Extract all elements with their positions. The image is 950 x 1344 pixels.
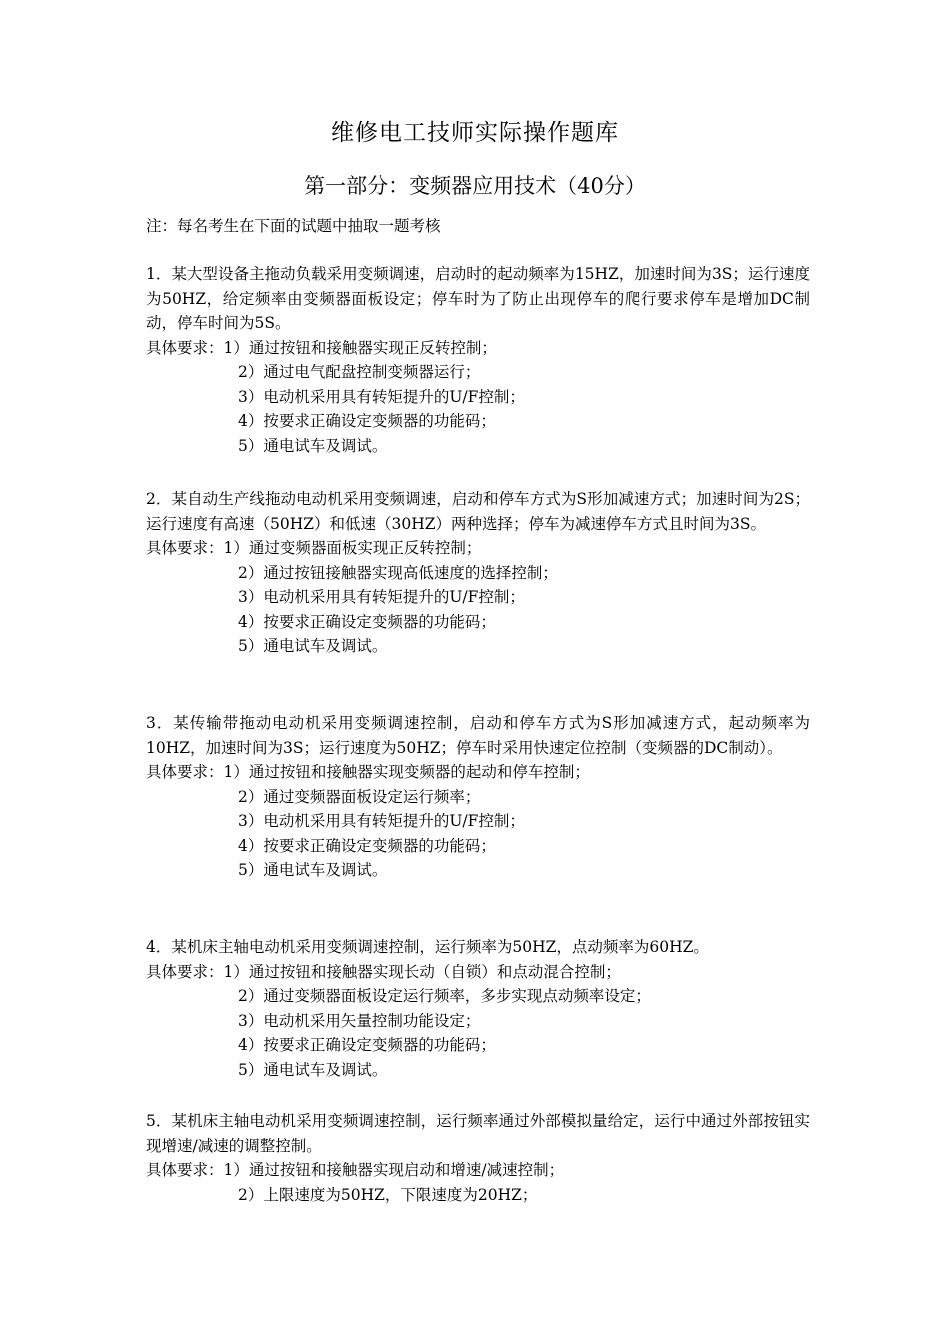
requirement-item: 3）电动机采用具有转矩提升的U/F控制； <box>238 387 525 406</box>
requirement-line <box>146 536 810 561</box>
requirement-item: 5）通电试车及调试。 <box>238 436 388 455</box>
requirement-item: 2）通过变频器面板设定运行频率，多步实现点动频率设定； <box>238 987 651 1005</box>
question-text: 2．某自动生产线拖动电动机采用变频调速，启动和停车方式为S形加减速方式；加速时间为2S；运行速度有高速（50HZ）和低速（30HZ）两种选择；停车为减速停车方式且时间为3S。 <box>146 490 810 533</box>
requirement-item: 1）通过按钮和接触器实现长动（自锁）和点动混合控制； <box>223 962 621 981</box>
question-4 <box>146 935 810 1082</box>
requirement-item: 1）通过按钮和接触器实现变频器的起动和停车控制； <box>223 763 590 781</box>
requirement-label: 具体要求： <box>146 338 224 357</box>
question-1 <box>146 262 810 458</box>
document-title: 维修电工技师实际操作题库 <box>331 120 619 146</box>
requirement-item: 4）按要求正确设定变频器的功能码； <box>238 836 496 855</box>
requirement-item: 5）通电试车及调试。 <box>238 1060 388 1079</box>
requirement-item: 3）电动机采用具有转矩提升的U/F控制； <box>238 588 525 606</box>
requirement-line <box>146 1158 810 1183</box>
requirement-item: 3）电动机采用矢量控制功能设定； <box>238 1011 481 1030</box>
requirement-item: 2）上限速度为50HZ，下限速度为20HZ； <box>238 1185 538 1204</box>
requirement-item: 2）通过变频器面板设定运行频率； <box>238 787 481 806</box>
requirement-line <box>146 960 810 985</box>
question-2 <box>146 487 810 659</box>
requirement-item: 4）按要求正确设定变频器的功能码； <box>238 1036 496 1054</box>
requirement-item: 2）通过电气配盘控制变频器运行； <box>238 363 481 381</box>
requirement-item: 4）按要求正确设定变频器的功能码； <box>238 412 496 430</box>
requirement-line <box>146 760 810 785</box>
question-text: 5．某机床主轴电动机采用变频调速控制，运行频率通过外部模拟量给定，运行中通过外部按钮实现增速/减速的调整控制。 <box>146 1112 810 1155</box>
section-heading: 第一部分：变频器应用技术（40分） <box>304 174 646 198</box>
requirement-item: 1）通过变频器面板实现正反转控制； <box>223 539 482 557</box>
question-3 <box>146 711 810 883</box>
requirement-line <box>146 336 810 361</box>
question-text: 4．某机床主轴电动机采用变频调速控制，运行频率为50HZ，点动频率为60HZ。 <box>146 938 709 956</box>
requirement-item: 1）通过按钮和接触器实现启动和增速/减速控制； <box>223 1161 565 1179</box>
requirement-label: 具体要求： <box>146 763 224 781</box>
exam-note: 注：每名考生在下面的试题中抽取一题考核 <box>146 217 441 235</box>
requirement-item: 4）按要求正确设定变频器的功能码； <box>238 612 496 631</box>
requirement-label: 具体要求： <box>146 539 224 557</box>
requirement-label: 具体要求： <box>146 962 224 981</box>
requirement-label: 具体要求： <box>146 1161 224 1179</box>
requirement-item: 3）电动机采用具有转矩提升的U/F控制； <box>238 812 525 830</box>
question-5 <box>146 1109 810 1207</box>
requirement-item: 5）通电试车及调试。 <box>238 861 388 879</box>
question-text: 1．某大型设备主拖动负载采用变频调速，启动时的起动频率为15HZ，加速时间为3S；运行速度为50HZ，给定频率由变频器面板设定；停车时为了防止出现停车的爬行要求停车是增加DC制动，停车时间为5S。 <box>146 265 810 332</box>
requirement-item: 1）通过按钮和接触器实现正反转控制； <box>223 338 497 357</box>
question-text: 3．某传输带拖动电动机采用变频调速控制，启动和停车方式为S形加减速方式，起动频率为10HZ，加速时间为3S；运行速度为50HZ；停车时采用快速定位控制（变频器的DC制动）。 <box>146 714 810 757</box>
requirement-item: 2）通过按钮接触器实现高低速度的选择控制； <box>238 563 558 582</box>
requirement-item: 5）通电试车及调试。 <box>238 637 388 655</box>
